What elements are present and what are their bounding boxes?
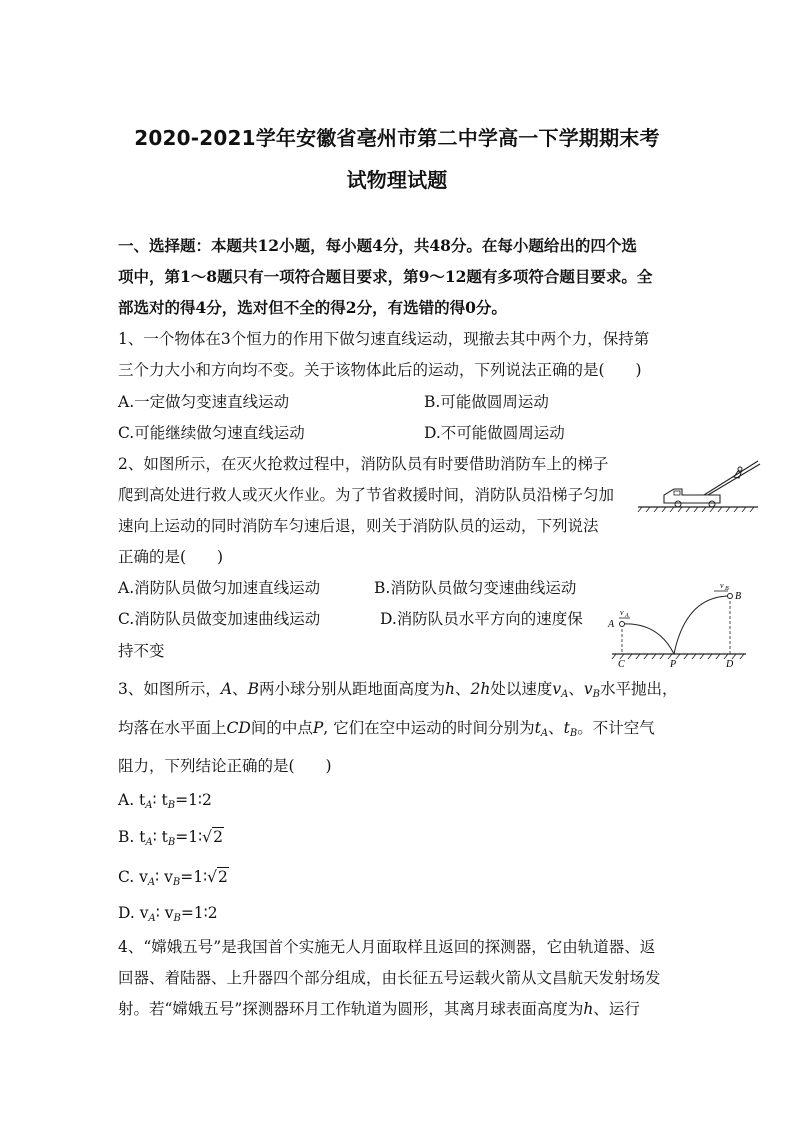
q3-option-d: D. $v_A∶$ $v_B=1∶2$ [118,904,218,924]
q4-stem-line1: 4、“嫦娥五号”是我国首个实施无人月面取样且返回的探测器，它由轨道器、返 [118,938,656,956]
trajectory-a [622,624,674,654]
q2-stem-line1: 2、如图所示，在灭火抢救过程中，消防队员有时要借助消防车上的梯子 [118,455,609,473]
q4-stem-line3: 射。若“嫦娥五号”探测器环月工作轨道为圆形，其离月球表面高度为h、运行 [118,1000,640,1018]
label-d: D [726,659,734,670]
q1-option-a: A.一定做匀变速直线运动 [118,393,290,411]
q3-stem-line1: 3、如图所示，A、B两小球分别从距地面高度为h、2h处以速度$v_A$、$v_B$水平抛出， [118,680,678,700]
q1-option-d: D.不可能做圆周运动 [424,424,565,442]
q2-option-a: A.消防队员做匀加速直线运动 [118,579,321,597]
section-instructions-line3: 部选对的得4分，选对但不全的得2分，有选错的得0分。 [118,298,507,317]
projectile-figure [606,582,752,670]
label-b: B [735,591,742,602]
q2-stem-line4: 正确的是( ) [118,548,224,566]
q3-option-a: A. $t_A∶$ $t_B=1∶2$ [118,791,212,811]
q3-stem-line2: 均落在水平面上CD间的中点P, 它们在空中运动的时间分别为$t_A$、$t_B$。不计空气 [118,719,655,739]
sqrt-symbol: √2 [207,868,228,886]
q2-option-d: D.消防队员水平方向的速度保 [380,610,583,628]
ground-hatch [612,654,744,659]
label-a: A [608,619,615,630]
q1-option-c: C.可能继续做匀速直线运动 [118,424,305,442]
ladder-rail-2 [708,464,760,495]
ball-b [728,594,733,599]
truck-wheel-front [675,501,681,507]
ball-a [620,622,625,627]
sqrt-symbol: √2 [202,828,223,846]
q3-stem-line3: 阻力，下列结论正确的是( ) [118,757,332,775]
q2-stem-line2: 爬到高处进行救人或灭火作业。为了节省救援时间，消防队员沿梯子匀加 [118,486,615,504]
q4-stem-line2: 回器、着陆器、上升器四个部分组成，由长征五号运载火箭从文昌航天发射场发 [118,969,661,987]
truck-window [674,491,680,495]
q1-stem-line1: 1、一个物体在3个恒力的作用下做匀速直线运动，现撤去其中两个力，保持第 [118,330,650,348]
label-vb-sub: B [725,586,729,592]
ladder-rail-1 [704,461,758,495]
section-instructions-line2: 项中，第1～8题只有一项符合题目要求，第9～12题有多项符合题目要求。全 [118,267,653,286]
q2-option-d-continued: 持不变 [118,642,165,660]
trajectory-b [674,596,730,654]
q2-option-c: C.消防队员做变加速曲线运动 [118,610,321,628]
fire-truck-figure [634,455,762,517]
q1-option-b: B.可能做圆周运动 [424,393,549,411]
label-p: P [670,659,677,670]
truck-wheel-rear [709,501,715,507]
q3-option-b: B. $t_A∶$ $t_B=1∶√2$ [118,828,223,848]
page-title-line1: 2020-2021学年安徽省亳州市第二中学高一下学期期末考 [134,126,660,150]
label-va: v [620,608,624,617]
ground-hatch [638,507,754,512]
label-vb: v [720,582,724,590]
q1-stem-line2: 三个力大小和方向均不变。关于该物体此后的运动，下列说法正确的是( ) [118,361,642,379]
page-title-line2: 试物理试题 [346,168,448,192]
label-c: C [618,659,625,670]
label-va-sub: A [625,613,629,619]
q2-stem-line3: 速向上运动的同时消防车匀速后退，则关于消防队员的运动，下列说法 [118,517,599,535]
section-instructions-line1: 一、选择题：本题共12小题，每小题4分，共48分。在每小题给出的四个选 [118,236,637,255]
q3-option-c: C. $v_A∶$ $v_B=1∶√2$ [118,868,228,888]
firefighter-head [738,467,742,471]
q2-option-b: B.消防队员做匀变速曲线运动 [374,579,577,597]
